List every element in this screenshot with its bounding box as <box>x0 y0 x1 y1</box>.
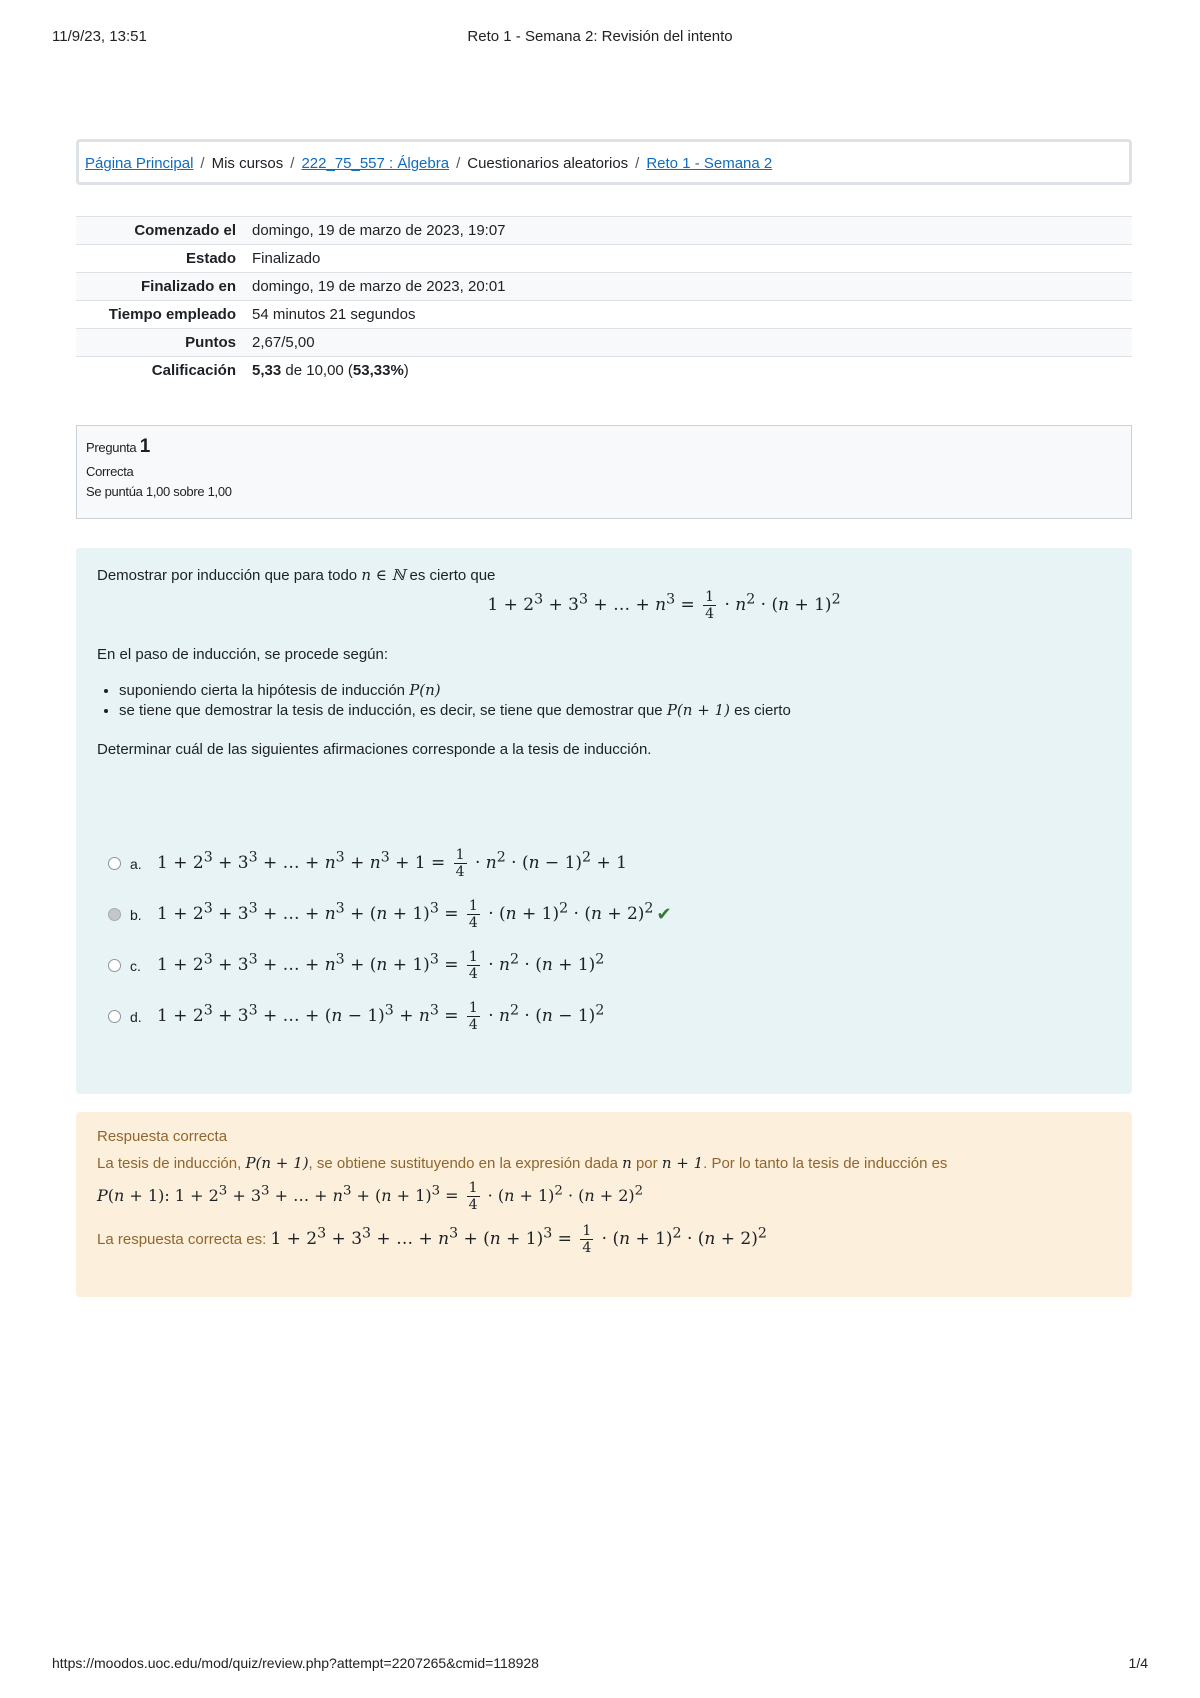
step-intro: En el paso de inducción, se procede según: <box>97 646 389 663</box>
question-grade: Se puntúa 1,00 sobre 1,00 <box>86 484 232 499</box>
radio-button[interactable] <box>108 1010 121 1023</box>
summary-row-grade <box>76 357 1132 385</box>
summary-label: Finalizado en <box>76 273 244 301</box>
correct-answer-formula: $1 + 2^3 + 3^3$ + … + $n^3 + (n + 1)^3$ = $\frac{1}{4}$ · $(n + 1)^2 \cdot (n + 2)^2$ <box>270 1223 767 1256</box>
print-page-number: 1/4 <box>1128 1655 1148 1671</box>
question-text-box <box>76 548 1132 1094</box>
breadcrumb-home-link[interactable]: Página Principal <box>85 155 194 172</box>
answer-letter: b. <box>130 906 142 923</box>
attempt-summary-table <box>76 216 1132 384</box>
feedback-box <box>76 1112 1132 1297</box>
bullet-text: se tiene que demostrar la tesis de inducción, es decir, se tiene que demostrar que <box>119 702 663 719</box>
answer-letter: d. <box>130 1008 142 1025</box>
breadcrumb-separator: / <box>456 155 461 172</box>
summary-value: Finalizado <box>244 245 1132 273</box>
answer-formula: $1 + 2^3 + 3^3$ + … + $n^3 + (n + 1)^3$ = $\frac{1}{4}$ · $(n + 1)^2 \cdot (n + 2)^2$ <box>157 898 654 931</box>
breadcrumb-my-courses: Mis cursos <box>211 155 284 172</box>
breadcrumb-separator: / <box>635 155 640 172</box>
radio-button[interactable] <box>108 857 121 870</box>
bullet-text: suponiendo cierta la hipótesis de inducción <box>119 682 406 699</box>
summary-row-started <box>76 217 1132 245</box>
feedback-correct-answer <box>97 1223 1111 1256</box>
grade-percent: 53,33% <box>352 362 404 379</box>
summary-row-state <box>76 245 1132 273</box>
answer-option-b[interactable] <box>108 889 1111 940</box>
print-url: https://moodos.uoc.edu/mod/quiz/review.php?attempt=2207265&cmid=118928 <box>52 1655 539 1671</box>
induction-steps-list <box>97 681 1111 719</box>
feedback-text: La tesis de inducción, <box>97 1155 242 1172</box>
math-P-n: P(n) <box>409 681 441 699</box>
feedback-correct-label: La respuesta correcta es: <box>97 1231 267 1248</box>
grade-score: 5,33 <box>252 362 282 379</box>
display-formula: $1 + 2^3 + 3^3$ + … + $n^3$ = $\frac{1}{4}$ · $n^2 \cdot (n + 1)^2$ <box>487 589 841 622</box>
list-item <box>119 681 1111 699</box>
feedback-text: . Por lo tanto la tesis de inducción es <box>703 1155 948 1172</box>
question-prompt: Determinar cuál de las siguientes afirmaciones corresponde a la tesis de inducción. <box>97 741 652 758</box>
bullet-text-end: es cierto <box>734 702 791 719</box>
radio-button-selected[interactable] <box>108 908 121 921</box>
print-header <box>52 28 1148 48</box>
math-n-in-N: n ∈ ℕ <box>361 566 406 584</box>
question-intro-end: es cierto que <box>409 567 496 584</box>
summary-value: 2,67/5,00 <box>244 329 1132 357</box>
print-title: Reto 1 - Semana 2: Revisión del intento <box>467 28 733 45</box>
breadcrumb-quiz-link[interactable]: Reto 1 - Semana 2 <box>646 155 773 172</box>
breadcrumb-separator: / <box>200 155 205 172</box>
summary-label: Tiempo empleado <box>76 301 244 329</box>
list-item <box>119 701 1111 719</box>
question-intro <box>97 566 1111 584</box>
summary-row-time <box>76 301 1132 329</box>
question-number <box>86 436 1122 459</box>
math-n: n <box>622 1154 632 1172</box>
feedback-title: Respuesta correcta <box>97 1128 228 1145</box>
summary-value: domingo, 19 de marzo de 2023, 19:07 <box>244 217 1132 245</box>
grade-close: ) <box>403 362 409 379</box>
math-P-n-plus-1: P(n + 1) <box>666 701 730 719</box>
answer-option-d[interactable] <box>108 991 1111 1042</box>
correct-check-icon: ✔ <box>656 904 672 924</box>
summary-label: Comenzado el <box>76 217 244 245</box>
summary-grade-value <box>244 357 1132 385</box>
print-date: 11/9/23, 13:51 <box>52 28 147 45</box>
answer-options <box>97 838 1111 1042</box>
answer-formula: $1 + 2^3 + 3^3$ + … + $(n - 1)^3 + n^3$ = $\frac{1}{4}$ · $n^2 \cdot (n - 1)^2$ <box>157 1000 605 1033</box>
grade-total: de 10,00 ( <box>281 362 353 379</box>
math-n-plus-1: n + 1 <box>661 1154 704 1172</box>
print-footer <box>52 1655 1148 1675</box>
answer-letter: c. <box>130 957 141 974</box>
radio-button[interactable] <box>108 959 121 972</box>
feedback-text: , se obtiene sustituyendo en la expresión dada <box>308 1155 618 1172</box>
answer-formula: $1 + 2^3 + 3^3$ + … + $n^3 + (n + 1)^3$ = $\frac{1}{4}$ · $n^2 \cdot (n + 1)^2$ <box>157 949 605 982</box>
breadcrumb <box>76 139 1132 185</box>
feedback-explanation <box>97 1154 1111 1172</box>
summary-label: Estado <box>76 245 244 273</box>
answer-letter: a. <box>130 855 142 872</box>
answer-option-a[interactable] <box>108 838 1111 889</box>
summary-row-points <box>76 329 1132 357</box>
answer-option-c[interactable] <box>108 940 1111 991</box>
breadcrumb-random-quizzes: Cuestionarios aleatorios <box>467 155 629 172</box>
breadcrumb-course-link[interactable]: 222_75_557 : Álgebra <box>301 155 450 172</box>
question-label: Pregunta <box>86 440 137 455</box>
question-info-box <box>76 425 1132 519</box>
summary-label: Calificación <box>76 357 244 385</box>
summary-value: domingo, 19 de marzo de 2023, 20:01 <box>244 273 1132 301</box>
math-P-n-plus-1: P(n + 1) <box>245 1154 309 1172</box>
question-intro-text: Demostrar por inducción que para todo <box>97 567 358 584</box>
summary-value: 54 minutos 21 segundos <box>244 301 1132 329</box>
summary-label: Puntos <box>76 329 244 357</box>
breadcrumb-separator: / <box>290 155 295 172</box>
question-number-value: 1 <box>139 436 150 457</box>
question-state: Correcta <box>86 464 134 479</box>
summary-row-finished <box>76 273 1132 301</box>
feedback-text: por <box>635 1155 658 1172</box>
answer-formula: $1 + 2^3 + 3^3$ + … + $n^3 + n^3 + 1$ = $\frac{1}{4}$ · $n^2 \cdot (n - 1)^2 + 1$ <box>157 847 627 880</box>
feedback-thesis-formula: P(n + 1): $1 + 2^3 + 3^3$ + … + $n^3 + (n + 1)^3$ = $\frac{1}{4}$ · $(n + 1)^2 \cdot (n + 2)^2$ <box>97 1180 644 1213</box>
